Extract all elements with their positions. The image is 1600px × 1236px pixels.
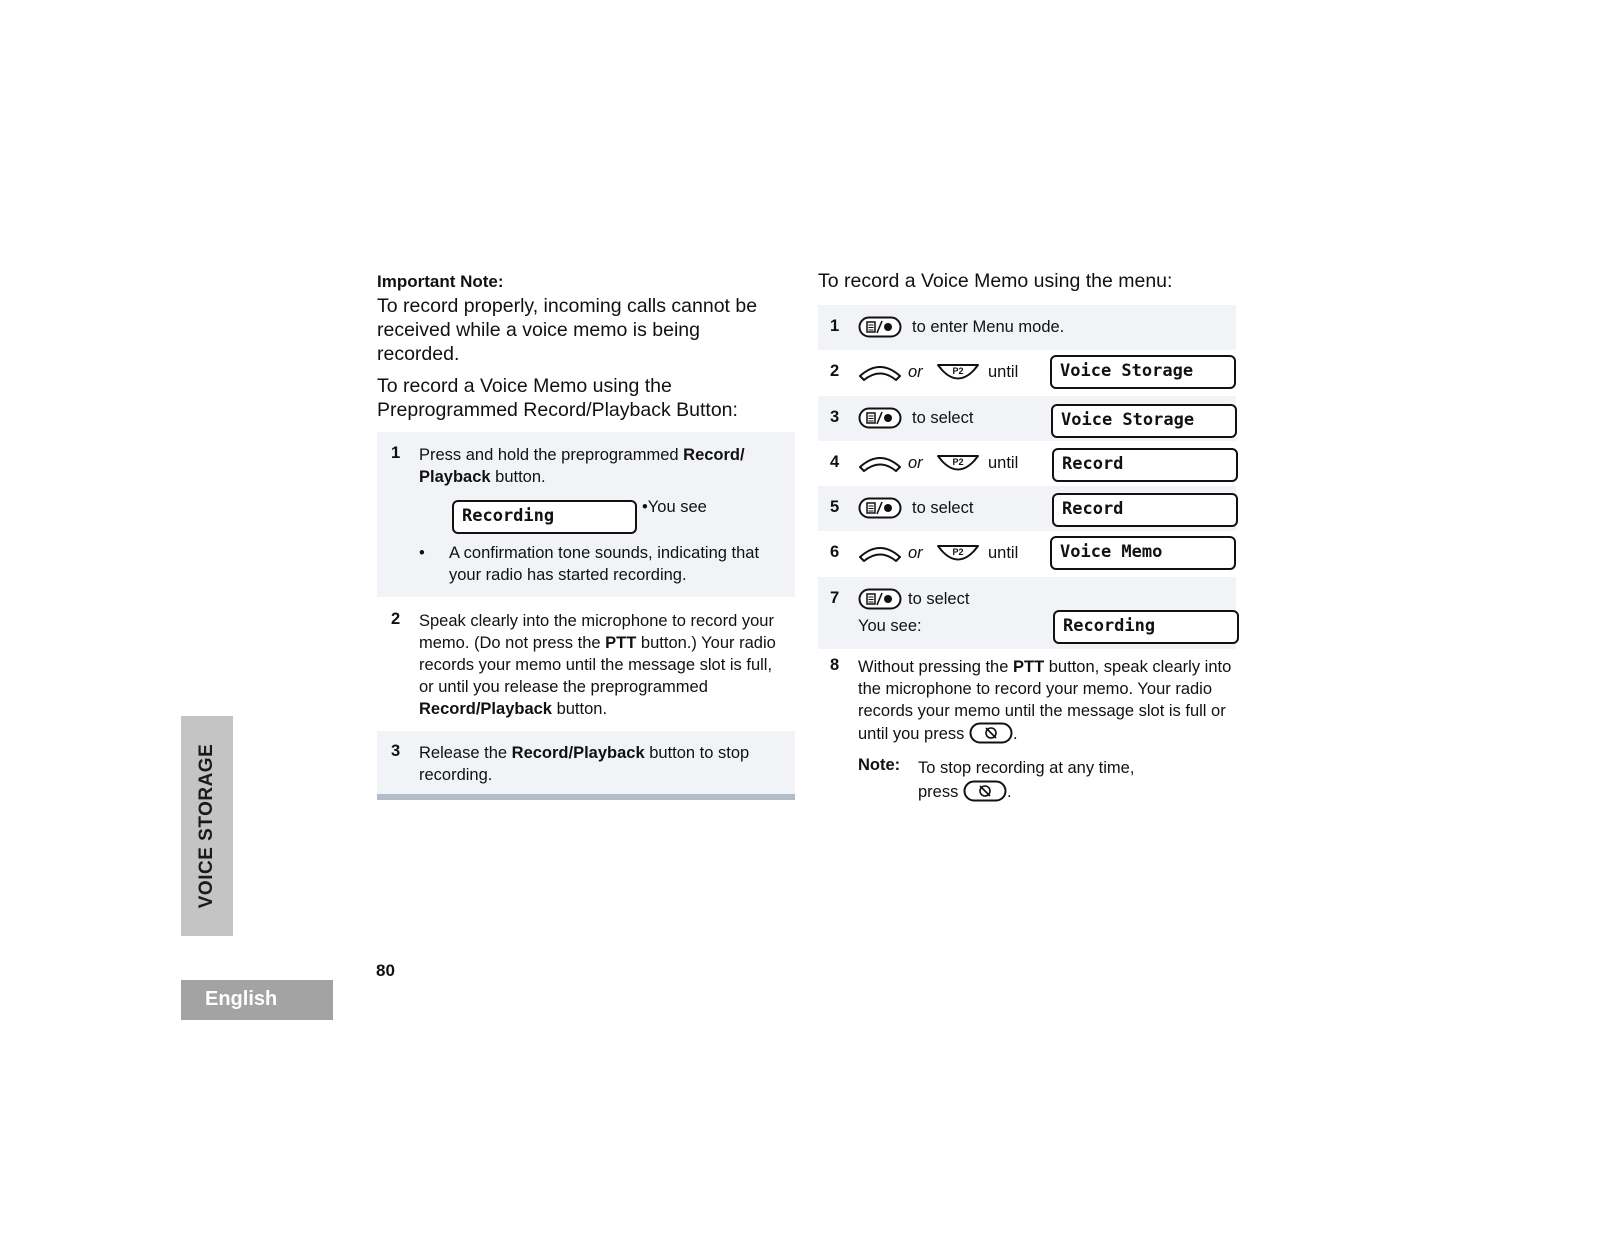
menu-select-button-icon	[858, 588, 902, 610]
radio-display: Voice Memo	[1050, 536, 1236, 570]
p2-scroll-down-button-icon	[936, 361, 980, 383]
step-number: 2	[391, 610, 401, 628]
step-number: 8	[830, 656, 840, 674]
step-text: to select	[912, 409, 974, 427]
menu-step-3	[818, 396, 1236, 441]
or-word: or	[908, 454, 923, 472]
step-text: Without pressing the PTT button, speak clearly into the microphone to record your memo. Your radio records your memo until the message slot is full or until you press .	[858, 658, 1232, 743]
note-text: To stop recording at any time, press .	[918, 759, 1135, 801]
language-label: English	[205, 988, 278, 1010]
menu-select-button-icon	[858, 407, 902, 429]
menu-step-2	[818, 350, 1236, 395]
radio-display: Voice Storage	[1051, 404, 1237, 438]
important-note-title: Important Note:	[377, 272, 504, 291]
step-text: until	[988, 363, 1019, 381]
bullet-mark: •	[419, 544, 425, 562]
step-text: until	[988, 454, 1019, 472]
or-word: or	[908, 544, 923, 562]
step-text: to select	[908, 590, 970, 608]
you-see-label: You see:	[858, 617, 922, 635]
important-note-text: To record properly, incoming calls cannot be received while a voice memo is being recorded.	[377, 295, 758, 365]
radio-display: Voice Storage	[1050, 355, 1236, 389]
step-number: 2	[830, 362, 840, 380]
step-number: 3	[830, 408, 840, 426]
note-label: Note:	[858, 756, 901, 774]
p2-scroll-down-button-icon	[936, 542, 980, 564]
menu-step-6	[818, 531, 1236, 576]
scroll-up-button-icon	[858, 542, 902, 564]
section-tab-label: VOICE STORAGE	[196, 743, 217, 909]
step-number: 6	[830, 543, 840, 561]
radio-display: Record	[1052, 493, 1238, 527]
exit-button-icon	[969, 722, 1013, 744]
menu-step-4	[818, 441, 1236, 486]
menu-select-button-icon	[858, 316, 902, 338]
step-text: Release the Record/Playback button to stop recording.	[419, 744, 750, 784]
step-number: 5	[830, 498, 840, 516]
step-text: until	[988, 544, 1019, 562]
step-table-bottom-rule	[377, 794, 795, 800]
step-number: 1	[391, 444, 401, 462]
step-text: to select	[912, 499, 974, 517]
you-see-label: •You see	[642, 498, 707, 516]
radio-display-recording: Recording	[452, 500, 637, 534]
scroll-up-button-icon	[858, 361, 902, 383]
section-side-tab	[181, 716, 233, 936]
scroll-up-button-icon	[858, 452, 902, 474]
step-number: 4	[830, 453, 840, 471]
radio-display: Recording	[1053, 610, 1239, 644]
or-word: or	[908, 363, 923, 381]
page-number: 80	[376, 961, 395, 980]
radio-display: Record	[1052, 448, 1238, 482]
left-step-3	[377, 731, 795, 794]
left-step-2	[377, 606, 795, 726]
confirmation-tone-text: A confirmation tone sounds, indicating that your radio has started recording.	[449, 544, 760, 584]
step-text: Press and hold the preprogrammed Record/ Playback button.	[419, 446, 745, 486]
exit-button-icon	[963, 780, 1007, 802]
menu-step-7	[818, 577, 1236, 649]
left-step-1	[377, 432, 795, 597]
button-method-intro: To record a Voice Memo using the Preprogrammed Record/Playback Button:	[377, 375, 738, 421]
step-number: 1	[830, 317, 840, 335]
step-text: Speak clearly into the microphone to record your memo. (Do not press the PTT button.) Your radio records your memo until the message slot is full, or until you release the preprogrammed Record/Playback button.	[419, 612, 776, 718]
language-tab	[181, 980, 333, 1020]
menu-select-button-icon	[858, 497, 902, 519]
step-number: 3	[391, 742, 401, 760]
menu-step-5	[818, 486, 1236, 531]
step-number: 7	[830, 589, 840, 607]
menu-step-1	[818, 305, 1236, 350]
menu-method-intro: To record a Voice Memo using the menu:	[818, 270, 1173, 292]
p2-scroll-down-button-icon	[936, 452, 980, 474]
step-text: to enter Menu mode.	[912, 318, 1065, 336]
